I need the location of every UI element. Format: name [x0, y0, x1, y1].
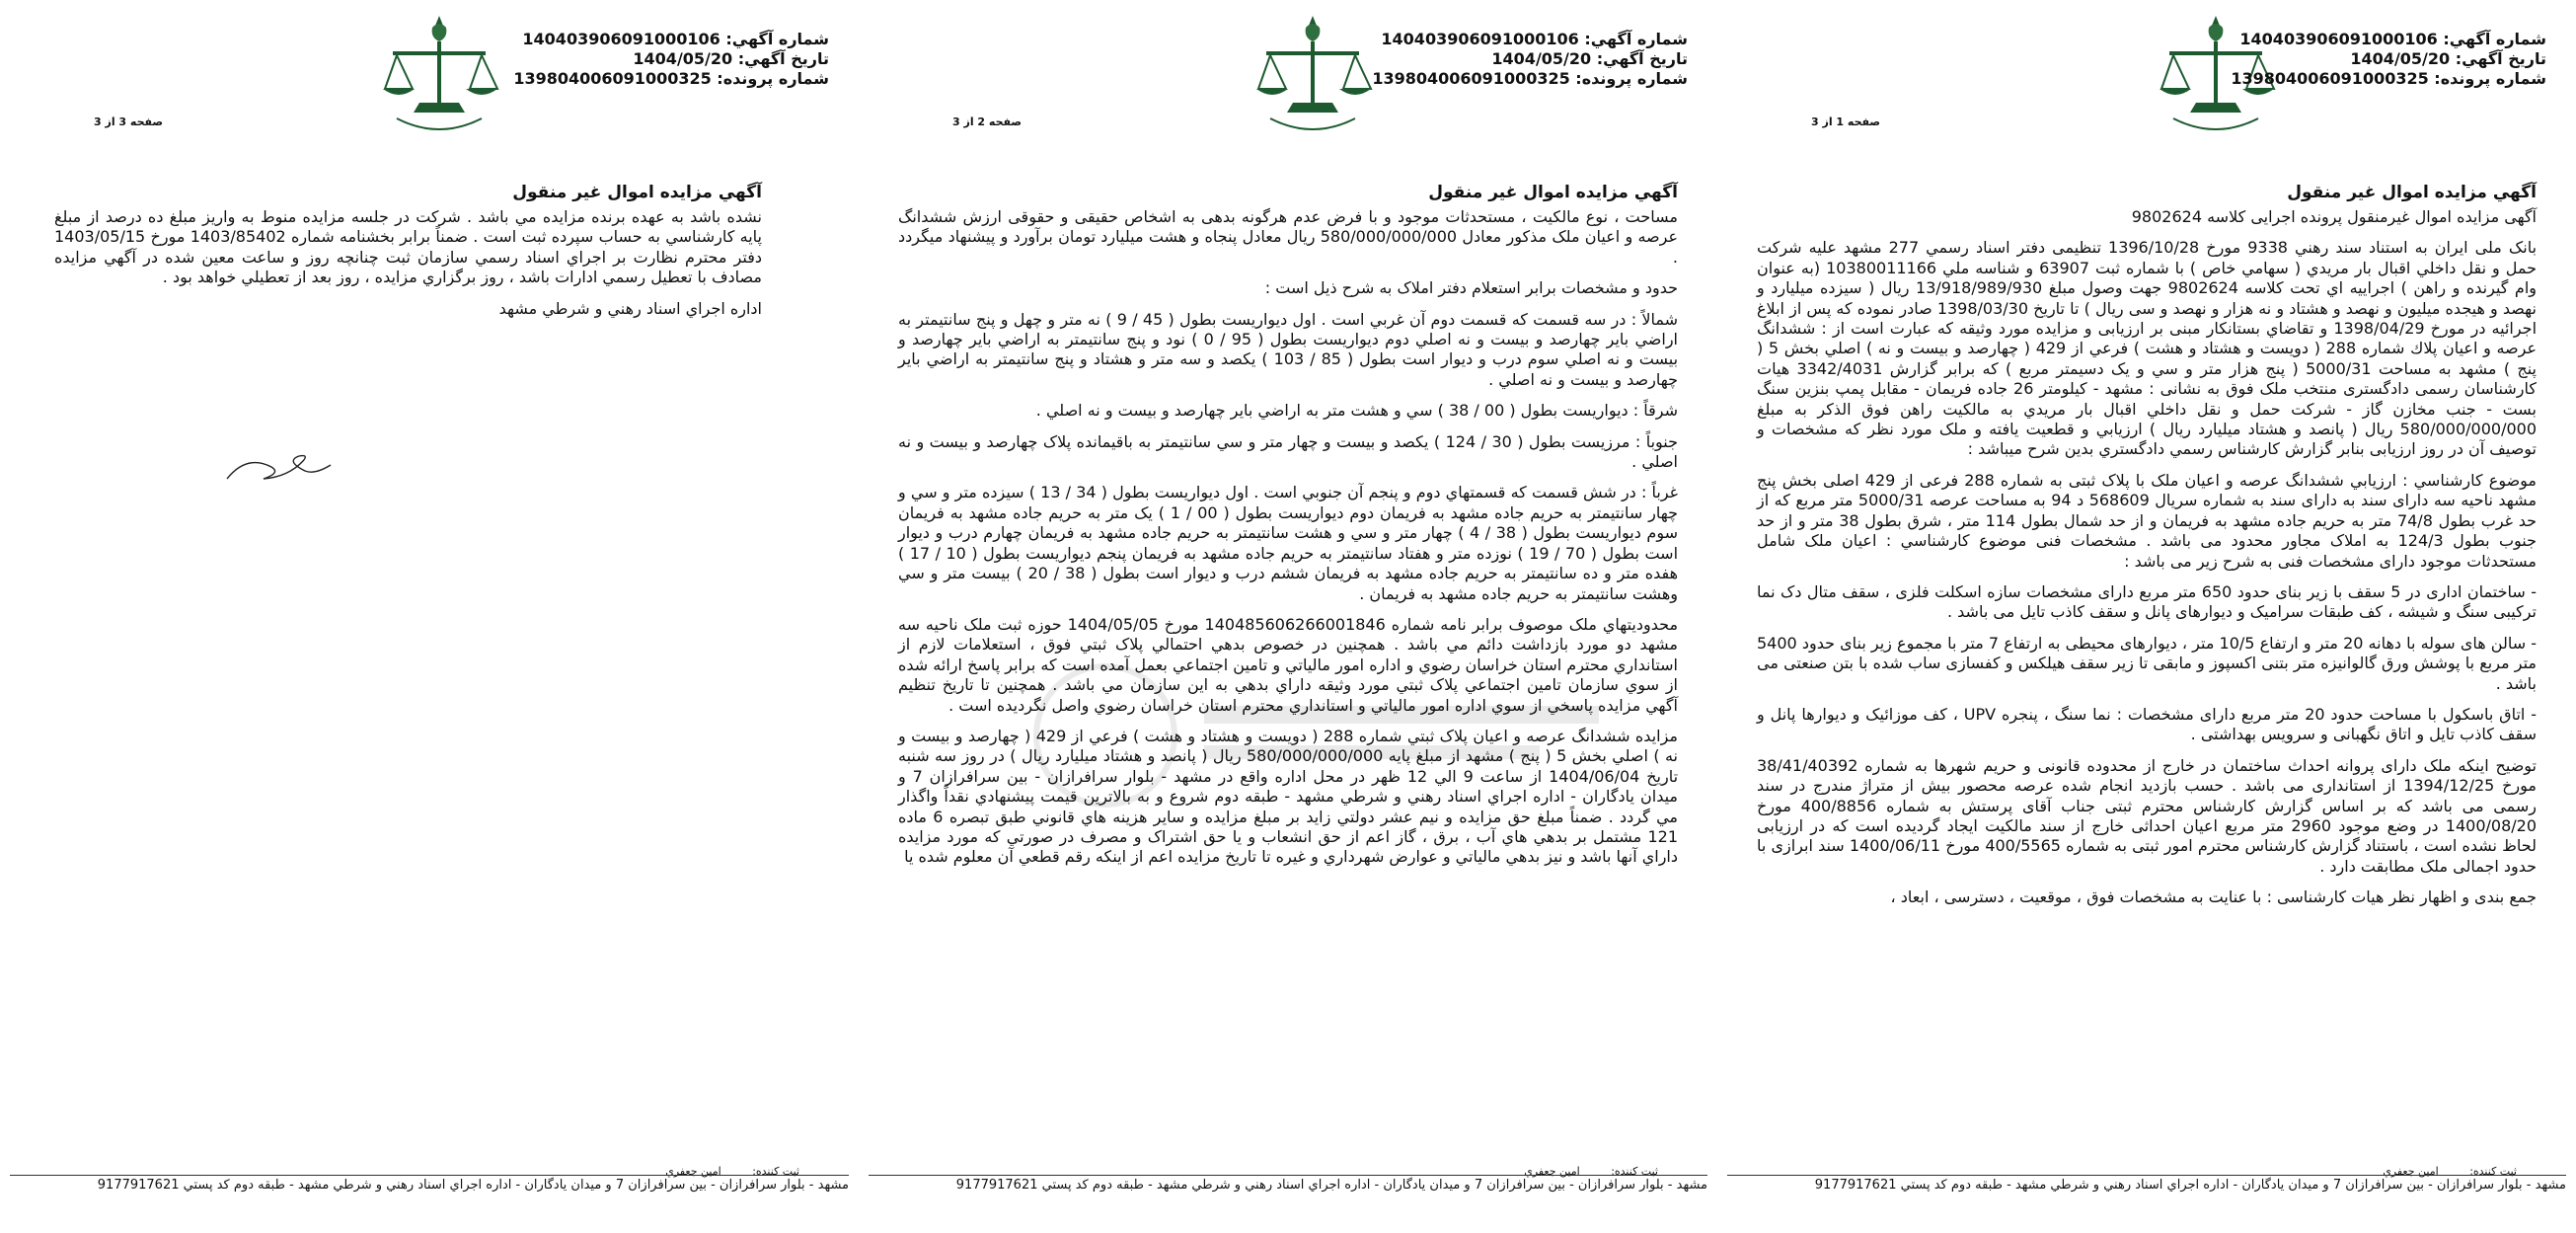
paragraph: شمالاً : در سه قسمت كه قسمت دوم آن غربي است . اول ديواريست بطول ( 45 / 9 ) نه متر و چهل و پنج سانتيمتر به اراضي باير چهارصد و بيست و نه اصلي دوم ديواريست بطول ( 95 / 0 ) نود و پنج سانتيمتر به اراضي باير چهارصد و بيست و نه اصلي سوم درب و ديوار است بطول ( 85 / 103 ) يكصد و سه متر و هشتاد و پنج سانتيمتر به اراضي باير چهارصد و بيست و نه اصلي . — [898, 309, 1679, 389]
paragraph: آگهی مزایده اموال غیرمنقول پرونده اجرایی کلاسه 9802624 — [2131, 207, 2537, 226]
paragraph: نشده باشد به عهده برنده مزايده مي باشد . شركت در جلسه مزايده منوط به واريز مبلغ ده درصد از مبلغ پايه كارشناسي به حساب سپرده ثبت است . ضمناً برابر بخشنامه شماره 1403/85402 مورخ 1403/05/15 دفتر محترم نظارت بر اجراي اسناد رسمي سازمان ثبت چنانچه روز و ساعت معين شده در آگهي مزايده مصادف با تعطيل رسمي ادارات باشد ، روز برگزاري مزايده ، روز بعد از تعطيلي خواهد بود . — [54, 207, 762, 287]
page-1 — [1717, 0, 2576, 1233]
file-number: شماره پرونده: 139804006091000325 — [2231, 69, 2546, 88]
paragraph: غرباً : در شش قسمت كه قسمتهاي دوم و پنجم آن جنوبي است . اول ديواريست بطول ( 34 / 13 ) سيزده متر و سي و چهار سانتيمتر به حريم جاده مشهد به فريمان دوم ديواريست بطول ( 00 / 1 ) يک متر به حريم جاده مشهد به فريمان سوم ديواريست بطول ( 38 / 4 ) چهار متر و سي و هشت سانتيمتر به حريم جاده مشهد به فريمان چهارم درب و ديوار است بطول ( 70 / 19 ) نوزده متر و هفتاد سانتيمتر به حريم جاده مشهد به فريمان پنجم ديواريست بطول ( 10 / 17 ) هفده متر و ده سانتيمتر به حريم جاده مشهد به فريمان ششم درب و ديوار است بطول ( 38 / 20 ) بيست متر و سي وهشت سانتيمتر به حريم جاده مشهد به فريمان . — [898, 483, 1679, 603]
signer-name: امين جعفري — [1524, 1165, 1580, 1178]
signer-name: امين جعفري — [2383, 1165, 2439, 1178]
paragraph: جمع بندی و اظهار نظر هيات كارشناسی : با عنايت به مشخصات فوق ، موقعيت ، دسترسی ، ابعاد ، — [1890, 887, 2537, 907]
signer-label: ثبت کننده: — [752, 1165, 799, 1178]
paragraph: - سالن های سوله با دهانه 20 متر و ارتفاع 10/5 متر ، ديوارهای محيطی به ارتفاع 7 متر با مجموع زير بنای حدود 5400 متر مربع با پوشش ورق گالوانيزه متر بتنی اكسپوز و مابقی تا زير سقف هيلكس و كفسازی ساب شده با بتن صنعتی می باشد . — [1757, 633, 2538, 693]
handwritten-signature — [217, 434, 336, 494]
ad-number: شماره آگهي: 140403906091000106 — [522, 30, 829, 48]
paragraph: مساحت ، نوع مالكيت ، مستحدثات موجود و با فرض عدم هرگونه بدهی به اشخاص حقيقی و حقوقی ارزش ششدانگ عرصه و اعيان ملک مذكور معادل 580/000/000/000 ريال معادل پنجاه و هشت ميليارد تومان برآورد و پيشنهاد ميگردد . — [898, 207, 1679, 267]
notice-body — [54, 207, 762, 330]
ad-meta — [2231, 30, 2546, 89]
notice-title: آگهي مزايده اموال غير منقول — [512, 183, 762, 202]
footer-address: مشهد - بلوار سرافرازان - بين سرافرازان 7 و ميدان يادگاران - اداره اجراي اسناد رهني و شرطي مشهد - طبقه دوم كد پستي 9177917621 — [10, 1175, 849, 1193]
page-2 — [859, 0, 1717, 1233]
ad-date: تاريخ آگهي: 1404/05/20 — [1491, 49, 1688, 68]
ad-number: شماره آگهي: 140403906091000106 — [1381, 30, 1688, 48]
paragraph: حدود و مشخصات برابر استعلام دفتر املاک به شرح ذيل است : — [1264, 278, 1678, 298]
signer-label: ثبت کننده: — [1611, 1165, 1658, 1178]
paragraph: شرقاً : ديواريست بطول ( 00 / 38 ) سي و هشت متر به اراضي باير چهارصد و بيست و نه اصلي . — [1035, 401, 1678, 421]
paragraph: - ساختمان اداری در 5 سقف با زير بنای حدود 650 متر مربع دارای مشخصات سازه اسكلت فلزی ، سقف متال دک نما تركيبی سنگ و شيشه ، كف طبقات سراميک و ديوارهای پانل و سقف كاذب تايل می باشد . — [1757, 581, 2538, 622]
paragraph: بانک ملی ایران به استناد سند رهني 9338 مورخ 1396/10/28 تنظیمی دفتر اسناد رسمي 277 مشهد علیه شرکت حمل و نقل داخلي اقبال بار مريدي ( سهامي خاص ) با شماره ثبت 63907 و شناسه ملي 10380011166 (به عنوان وام گیرنده و راهن ) اجرايیه اي تحت کلاسه 9802624 جهت وصول مبلغ 13/918/989/930 ريال ( سيزده ميليارد و نهصد و هيجده ميليون و نهصد و هشتاد و نه هزار و نهصد و سی ريال ) تا تاریخ 1398/03/30 صادر نموده كه پس از ابلاغ اجرائیه در مورخ 1398/04/29 و تقاضاي بستانكار مبنی بر ارزیابی و مزایده مورد وثیقه که عبارت است از : ششدانگ عرصه و اعيان پلاك شماره 288 ( دويست و هشتاد و هشت ) فرعي از 429 ( چهارصد و بيست و نه ) اصلي بخش 5 ( پنج ) مشهد به مساحت 5000/31 ( پنج هزار متر و سي و يک دسيمتر مربع ) که برابر گزارش 3342/4031 هیات کارشناسان رسمی دادگستری منتخب ملک فوق به نشانی : مشهد - كيلومتر 26 جاده فريمان - مقابل پمپ بنزين سنگ بست - جنب مخازن گاز - شركت حمل و نقل داخلي اقبال بار مريدي به مالكيت راهن فوق الذكر به مبلغ 580/000/000/000 ريال ( پانصد و هشتاد ميليارد ريال ) ارزيابي و قطعيت يافته و ملک مورد نظر که مشخصات و توصیف آن در روز ارزیابی بنابر گزارش كارشناس رسمي دادگستري بدين شرح میباشد : — [1757, 238, 2538, 459]
notice-title: آگهي مزايده اموال غير منقول — [1428, 183, 1678, 202]
signer-name: امين جعفري — [665, 1165, 721, 1178]
paragraph: محدوديتهاي ملک موصوف برابر نامه شماره 140485606266001846 مورخ 1404/05/05 حوزه ثبت ملک ناحيه سه مشهد دو مورد بازداشت دائم مي باشد . همچنين در خصوص بدهي احتمالي پلاک ثبتي فوق ، استعلامات لازم از استانداري محترم استان خراسان رضوي و اداره امور مالياتي و تامين اجتماعي بعمل آمده است كه برابر پاسخ ارائه شده از سوي سازمان تامين اجتماعي پلاک ثبتي مورد وثيقه داراي بدهي به اين سازمان مي باشد . همچنين تا تاريخ تنظيم آگهي مزايده پاسخي از سوي اداره امور مالياتي و استانداري محترم استان خراسان رضوي واصل نگرديده است . — [898, 614, 1679, 715]
signer-label: ثبت کننده: — [2469, 1165, 2517, 1178]
page-number: صفحه 3 از 3 — [94, 116, 164, 128]
file-number: شماره پرونده: 139804006091000325 — [513, 69, 829, 88]
ad-date: تاريخ آگهي: 1404/05/20 — [2350, 49, 2546, 68]
office-name: اداره اجراي اسناد رهني و شرطي مشهد — [498, 298, 762, 318]
footer-address: مشهد - بلوار سرافرازان - بين سرافرازان 7 و ميدان يادگاران - اداره اجراي اسناد رهني و شرطي مشهد - طبقه دوم كد پستي 9177917621 — [869, 1175, 1707, 1193]
paragraph: توضيح اينكه ملک دارای پروانه احداث ساختمان در خارج از محدوده قانونی و حريم شهرها به شماره 38/41/40392 مورخ 1394/12/25 از استانداری می باشد . حسب بازديد انجام شده عرصه محصور بيش از متراژ مندرج در سند رسمی می باشد كه بر اساس گزارش كارشناس محترم ثبتی جناب آقای پرستش به شماره 400/8856 مورخ 1400/08/20 در وضع موجود 2960 متر مربع اعيان احداثی خارج از سند مالكيت ايجاد گرديده است كه در ارزيابی لحاظ نشده است ، باستناد گزارش كارشناس محترم امور ثبتی به شماره 400/5565 مورخ 1400/06/11 سند ابرازی با حدود اجمالی ملک مطابقت دارد . — [1757, 755, 2538, 876]
ad-date: تاريخ آگهي: 1404/05/20 — [633, 49, 829, 68]
notice-title: آگهي مزايده اموال غير منقول — [2287, 183, 2537, 202]
page-3 — [0, 0, 859, 1233]
ad-meta — [1372, 30, 1688, 89]
file-number: شماره پرونده: 139804006091000325 — [1372, 69, 1688, 88]
page-number: صفحه 1 از 3 — [1811, 116, 1881, 128]
scales-of-justice-icon — [375, 8, 503, 146]
ad-number: شماره آگهي: 140403906091000106 — [2239, 30, 2546, 48]
notice-body — [898, 207, 1678, 879]
scales-of-justice-icon — [1249, 8, 1377, 146]
ad-meta — [513, 30, 829, 89]
paragraph: - اتاق باسكول با مساحت حدود 20 متر مربع دارای مشخصات : نما سنگ ، پنجره UPV ، كف موزائيک و ديوارها پانل و سقف كاذب تايل و اتاق نگهبانی و سرويس بهداشتی . — [1757, 704, 2538, 744]
paragraph: مزايده ششدانگ عرصه و اعيان پلاک ثبتي شماره 288 ( دويست و هشتاد و هشت ) فرعي از 429 ( چهارصد و بيست و نه ) اصلي بخش 5 ( پنج ) مشهد از مبلغ پايه 580/000/000/000 ريال ( پانصد و هشتاد ميليارد ريال ) در روز سه شنبه تاريخ 1404/06/04 از ساعت 9 الي 12 ظهر در محل اداره واقع در مشهد - بلوار سرافرازان - بين سرافرازان 7 و ميدان يادگاران - اداره اجراي اسناد رهني و شرطي مشهد - طبقه دوم شروع و به بالاترين قيمت پيشنهادي نقداً واگذار مي گردد . ضمناً مبلغ حق مزايده و نيم عشر دولتي زايد بر مبلغ مزايده و ساير هزينه هاي قانوني طبق تبصره 6 ماده 121 مشتمل بر بدهي هاي آب ، برق ، گاز اعم از حق انشعاب و يا حق اشتراک و مصرف در صورتي كه مورد مزايده داراي آنها باشد و نيز بدهي مالياتي و عوارض شهرداري و غيره تا تاريخ مزايده اعم از اينكه رقم قطعي آن معلوم شده يا — [898, 726, 1679, 867]
paragraph: موضوع كارشناسي : ارزيابي ششدانگ عرصه و اعيان ملک با پلاک ثبتی به شماره 288 فرعی از 429 اصلی بخش پنج مشهد ناحيه سه دارای سند به دارای سند به شماره سریال 568609 د 94 به مساحت عرصه 5000/31 متر مربع كه از حد غرب بطول 74/8 متر به حريم جاده مشهد به فريمان و از حد شمال بطول 114 متر ، شرق بطول 38 متر و از حد جنوب بطول 124/3 به املاک مجاور محدود می باشد . مشخصات فنی موضوع كارشناسي : اعیان ملک شامل مستحدثات موجود دارای مشخصات فنی به شرح زير می باشد : — [1757, 470, 2538, 571]
judiciary-emblem — [1249, 8, 1377, 146]
paragraph: جنوباً : مرزيست بطول ( 30 / 124 ) يكصد و بيست و چهار متر و سي سانتيمتر به باقيمانده پلاک چهارصد و بيست و نه اصلي . — [898, 431, 1679, 472]
footer-address: مشهد - بلوار سرافرازان - بين سرافرازان 7 و ميدان يادگاران - اداره اجراي اسناد رهني و شرطي مشهد - طبقه دوم كد پستي 9177917621 — [1727, 1175, 2566, 1193]
notice-body — [1757, 207, 2537, 919]
page-number: صفحه 2 از 3 — [952, 116, 1023, 128]
judiciary-emblem — [375, 8, 503, 146]
